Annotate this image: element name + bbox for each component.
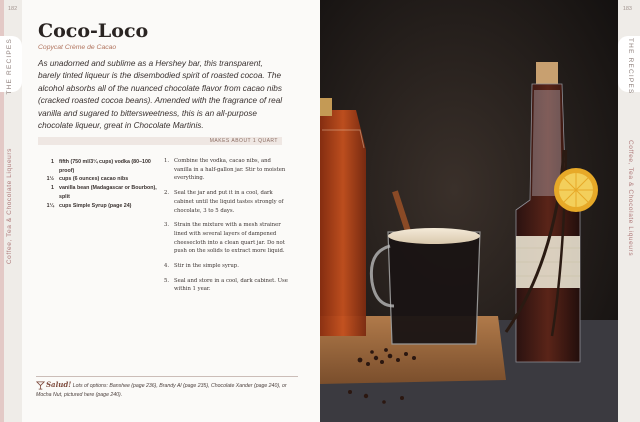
ingredient-qty: 1 (51, 159, 54, 165)
salud-heading: Salud! (46, 380, 72, 389)
step-text: Strain the mixture with a mesh strainer lined with several layers of dampened cheesecloth into a clean quart jar. Do not push on the solids to extract more liquid. (174, 222, 285, 255)
ingredient-item (38, 158, 158, 175)
liqueur-photo (320, 0, 618, 422)
step-number: 5. (164, 277, 170, 284)
right-page (320, 0, 640, 422)
step-text: Stir in the simple syrup. (174, 263, 239, 270)
step-number: 1. (164, 158, 170, 164)
ingredient-list (38, 158, 158, 210)
ingredient-qty: 1½ (46, 176, 54, 183)
recipe-subtitle: Copycat Crème de Cacao (38, 44, 117, 51)
recipe-intro: As unadorned and sublime as a Hershey bar, this transparent, barely tinted liqueur is the disembodied spirit of roasted cocoa. The alcohol absorbs all of the nuanced chocolate flavor from cacao nibs (cracked roasted cocoa beans). Amended with the fragrance of real vanilla and sugared to bittersweetness, this is an all-purpose chocolate liqueur, great in Chocolate Martinis. (38, 59, 283, 131)
step-text: Seal and store in a cool, dark cabinet. Use within 1 year. (174, 277, 288, 293)
ingredient-text: cups Simple Syrup (page 24) (59, 202, 132, 209)
step-number: 4. (164, 263, 170, 270)
yield-label: MAKES ABOUT 1 QUART (209, 138, 278, 144)
left-page-number: 182 (8, 6, 18, 12)
step-number: 3. (164, 222, 170, 229)
ingredient-item (38, 202, 158, 211)
left-side-subtitle: Coffee, Tea & Chocolate Liqueurs (6, 148, 13, 265)
recipe-title: Coco-Loco (38, 20, 149, 42)
method-step (164, 189, 289, 215)
method-step (164, 221, 289, 256)
step-text: Combine the vodka, cacao nibs, and vanilla in a half-gallon jar. Stir to moisten everything. (174, 158, 286, 182)
method-step (164, 277, 289, 294)
ingredient-item (38, 184, 158, 201)
cocktail-glass-icon (36, 381, 45, 390)
serving-note (36, 376, 298, 399)
salud-text: Lots of options: Banshee (page 236), Brandy Al (page 235), Chocolate Xander (page 240), or Mocha Nut, pictured here (page 240). (36, 383, 287, 398)
step-text: Seal the jar and put it in a cool, dark cabinet until the liquid tastes strongly of chocolate, 3 to 5 days. (174, 190, 284, 214)
ingredient-item (38, 175, 158, 184)
ingredient-text: cups (6 ounces) cacao nibs (59, 176, 129, 183)
ingredient-text: fifth (750 ml/3¼ cups) vodka (80–100 proof) (59, 159, 151, 174)
left-section-label: THE RECIPES (6, 38, 13, 95)
method-steps (164, 157, 289, 300)
right-side-subtitle: Coffee, Tea & Chocolate Liqueurs (627, 140, 634, 257)
method-step (164, 262, 289, 271)
method-step (164, 157, 289, 183)
right-section-label: THE RECIPES (627, 38, 634, 95)
step-number: 2. (164, 190, 170, 197)
ingredient-text: vanilla bean (Madagascar or Bourbon), split (59, 185, 157, 200)
ingredient-qty: 1¼ (46, 202, 54, 209)
right-page-number: 183 (622, 6, 632, 12)
yield-bar (38, 137, 282, 145)
ingredient-qty: 1 (51, 185, 54, 192)
